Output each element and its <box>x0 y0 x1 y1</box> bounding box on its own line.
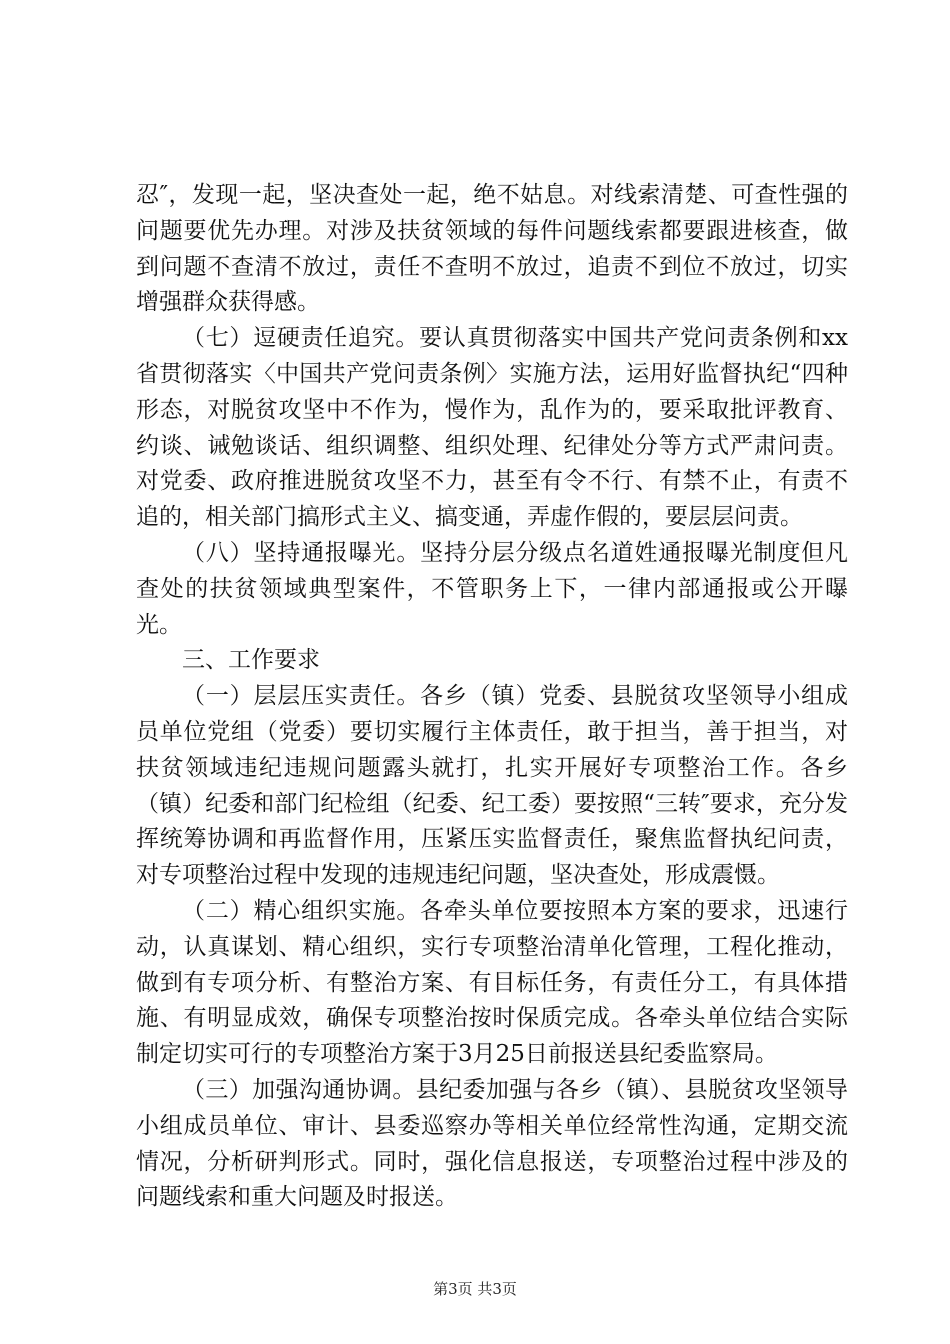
paragraph-responsibility: （一）层层压实责任。各乡（镇）党委、县脱贫攻坚领导小组成员单位党组（党委）要切实履行主体责任，敢于担当，善于担当，对扶贫领域违纪违规问题露头就打，扎实开展好专项整治工作。各乡（镇）纪委和部门纪检组（纪委、纪工委）要按照“三转″要求，充分发挥统筹协调和再监督作用，压紧压实监督责任，聚焦监督执纪问责，对专项整治过程中发现的违规违纪问题，坚决查处，形成震慑。 <box>136 683 848 889</box>
page-footer: 第3页 共3页 <box>433 1280 517 1298</box>
paragraph-coordination: （三）加强沟通协调。县纪委加强与各乡（镇）、县脱贫攻坚领导小组成员单位、审计、县委巡察办等相关单位经常性沟通，定期交流情况，分析研判形式。同时，强化信息报送，专项整治过程中涉及的问题线索和重大问题及时报送。 <box>136 1076 848 1211</box>
section-heading-requirements: 三、工作要求 <box>182 647 320 674</box>
paragraph-continuation: 忍″，发现一起，坚决查处一起，绝不姑息。对线索清楚、可查性强的问题要优先办理。对涉及扶贫领域的每件问题线索都要跟进核查，做到问题不查清不放过，责任不查明不放过，追责不到位不放过，切实增强群众获得感。 <box>136 182 848 316</box>
paragraph-accountability: （七）逗硬责任追究。要认真贯彻落实中国共产党问责条例和xx省贯彻落实〈中国共产党问责条例〉实施方法，运用好监督执纪“四种形态，对脱贫攻坚中不作为，慢作为，乱作为的，要采取批评教育、约谈、诫勉谈话、组织调整、组织处理、纪律处分等方式严肃问责。对党委、政府推进脱贫攻坚不力，甚至有令不行、有禁不止，有责不追的，相关部门搞形式主义、搞变通，弄虚作假的，要层层问责。 <box>136 325 848 531</box>
paragraph-exposure: （八）坚持通报曝光。坚持分层分级点名道姓通报曝光制度但凡查处的扶贫领域典型案件，不管职务上下，一律内部通报或公开曝光。 <box>136 539 848 638</box>
paragraph-implementation: （二）精心组织实施。各牵头单位要按照本方案的要求，迅速行动，认真谋划、精心组织，实行专项整治清单化管理，工程化推动，做到有专项分析、有整治方案、有目标任务，有责任分工，有具体措施、有明显成效，确保专项整治按时保质完成。各牵头单位结合实际制定切实可行的专项整治方案于3月25日前报送县纪委监察局。 <box>136 897 848 1068</box>
document-body <box>136 178 848 1216</box>
